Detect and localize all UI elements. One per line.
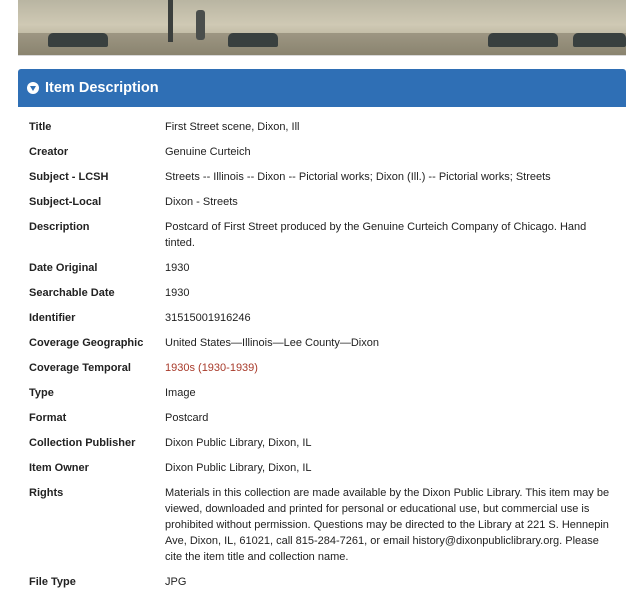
metadata-row — [18, 305, 626, 330]
metadata-row — [18, 430, 626, 455]
metadata-row — [18, 405, 626, 430]
metadata-label: Coverage Temporal — [29, 361, 131, 374]
metadata-list — [18, 107, 626, 594]
metadata-label: Creator — [29, 145, 69, 158]
image-pole — [168, 0, 173, 42]
metadata-value: 31515001916246 — [165, 311, 251, 324]
metadata-value: Postcard of First Street produced by the Genuine Curteich Company of Chicago. Hand tinted. — [165, 220, 587, 249]
metadata-value: Dixon Public Library, Dixon, IL — [165, 461, 312, 474]
image-car — [228, 33, 278, 47]
metadata-label: Subject - LCSH — [29, 170, 109, 183]
metadata-label: Title — [29, 120, 52, 133]
image-car — [488, 33, 558, 47]
metadata-value: Genuine Curteich — [165, 145, 251, 158]
metadata-label: Subject-Local — [29, 195, 102, 208]
metadata-row — [18, 139, 626, 164]
metadata-row — [18, 114, 626, 139]
metadata-value-link[interactable]: 1930s (1930-1939) — [165, 361, 258, 374]
metadata-label: Date Original — [29, 261, 98, 274]
item-description-header[interactable] — [18, 69, 626, 107]
item-description-panel — [18, 69, 626, 594]
metadata-value: Streets -- Illinois -- Dixon -- Pictorial works; Dixon (Ill.) -- Pictorial works; Streets — [165, 170, 551, 183]
image-figure — [196, 10, 205, 40]
metadata-row — [18, 214, 626, 255]
metadata-label: Item Owner — [29, 461, 89, 474]
metadata-label: Rights — [29, 486, 64, 499]
item-image[interactable] — [18, 0, 626, 56]
image-car — [48, 33, 108, 47]
metadata-value: 1930 — [165, 261, 190, 274]
metadata-value: Dixon - Streets — [165, 195, 238, 208]
metadata-row — [18, 455, 626, 480]
metadata-label: Identifier — [29, 311, 76, 324]
metadata-row — [18, 255, 626, 280]
metadata-row — [18, 189, 626, 214]
metadata-row — [18, 280, 626, 305]
metadata-row — [18, 355, 626, 380]
metadata-row — [18, 569, 626, 594]
metadata-label: Searchable Date — [29, 286, 115, 299]
metadata-label: Description — [29, 220, 90, 233]
metadata-row — [18, 330, 626, 355]
metadata-label: Format — [29, 411, 67, 424]
image-car — [573, 33, 626, 47]
metadata-label: Collection Publisher — [29, 436, 136, 449]
metadata-value: Materials in this collection are made available by the Dixon Public Library. This item may be viewed, downloaded and printed for personal or educational use, but commercial use is prohibited without permission. Questions may be directed to the Library at 221 S. Hennepin Ave, Dixon, IL, 61021, call 815-284-7261, or email history@dixonpubliclibrary.org. Please cite the item title and collection name. — [165, 486, 610, 563]
metadata-value: JPG — [165, 575, 187, 588]
metadata-value: United States—Illinois—Lee County—Dixon — [165, 336, 379, 349]
metadata-label: File Type — [29, 575, 76, 588]
metadata-row — [18, 380, 626, 405]
metadata-row — [18, 164, 626, 189]
metadata-value: Postcard — [165, 411, 209, 424]
metadata-label: Type — [29, 386, 54, 399]
metadata-value: 1930 — [165, 286, 190, 299]
metadata-value: Dixon Public Library, Dixon, IL — [165, 436, 312, 449]
metadata-value: Image — [165, 386, 196, 399]
panel-title: Item Description — [45, 80, 159, 96]
metadata-label: Coverage Geographic — [29, 336, 144, 349]
metadata-row — [18, 480, 626, 569]
metadata-value: First Street scene, Dixon, Ill — [165, 120, 300, 133]
chevron-circle-down-icon[interactable] — [27, 82, 39, 94]
